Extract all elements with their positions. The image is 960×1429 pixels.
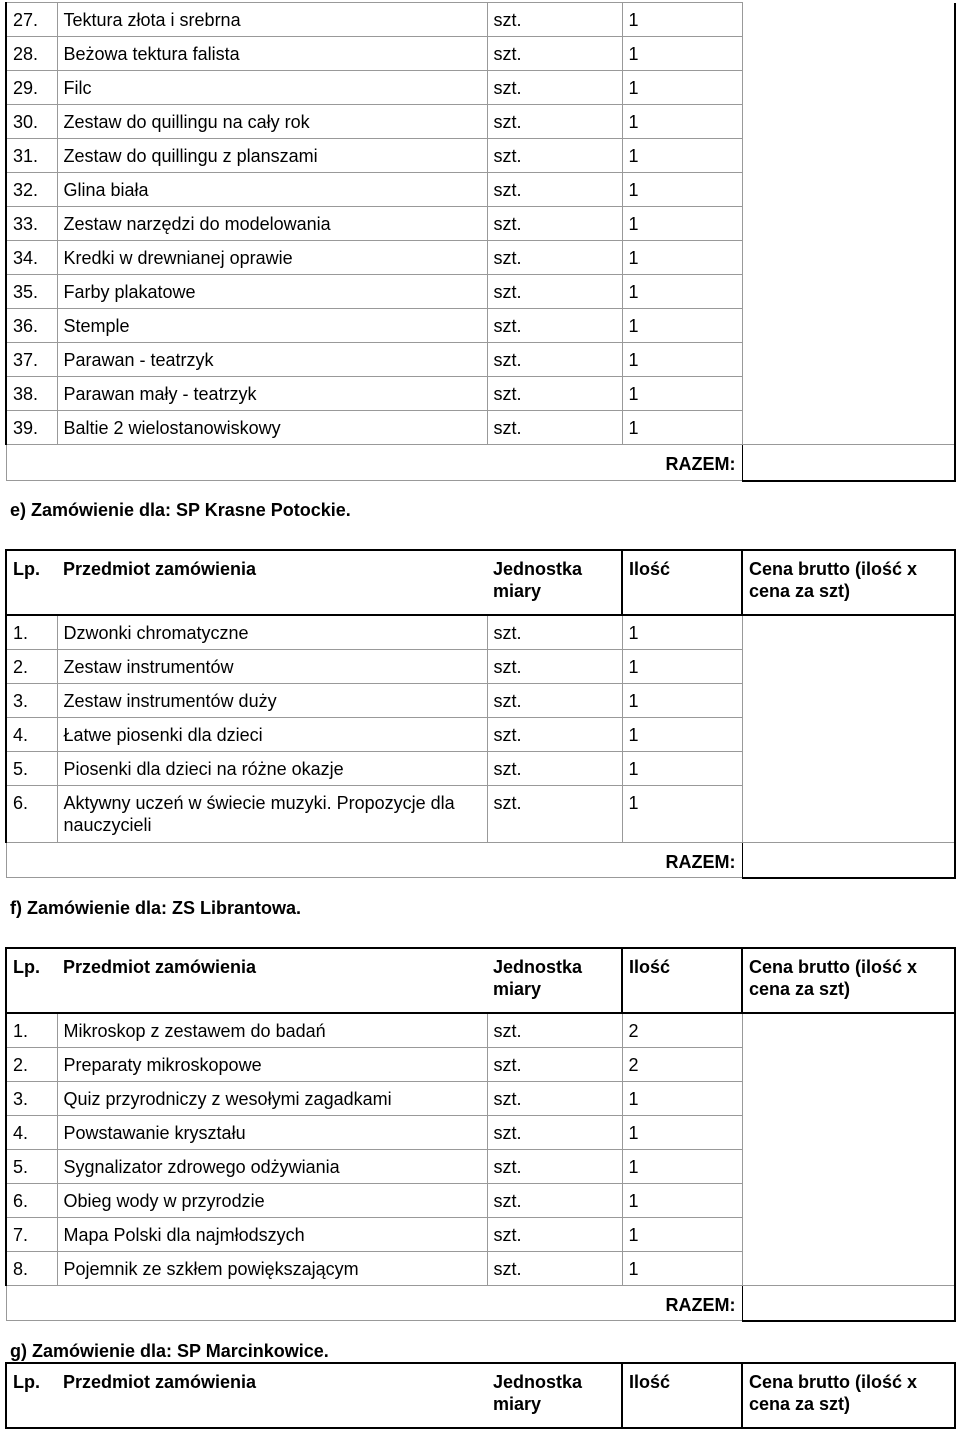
row-price [742, 786, 955, 843]
row-price [742, 615, 955, 650]
table-row [6, 309, 955, 343]
row-unit: szt. [487, 684, 622, 718]
table-header-row [6, 1363, 955, 1428]
table-row [6, 1082, 955, 1116]
table-row [6, 377, 955, 411]
row-lp: 1. [6, 1013, 57, 1048]
row-price [742, 1116, 955, 1150]
header-lp: Lp. [6, 1363, 57, 1428]
order-table-f [5, 947, 956, 1322]
table-row [6, 37, 955, 71]
row-item: Dzwonki chromatyczne [57, 615, 487, 650]
row-unit: szt. [487, 650, 622, 684]
section-title-e: e) Zamówienie dla: SP Krasne Potockie. [10, 500, 351, 520]
row-lp: 38. [6, 377, 57, 411]
row-qty: 1 [622, 752, 742, 786]
row-lp: 5. [6, 752, 57, 786]
table-row [6, 786, 955, 843]
row-qty: 1 [622, 1218, 742, 1252]
row-qty: 2 [622, 1013, 742, 1048]
row-item: Preparaty mikroskopowe [57, 1048, 487, 1082]
row-lp: 35. [6, 275, 57, 309]
row-item: Farby plakatowe [57, 275, 487, 309]
table-row [6, 1013, 955, 1048]
row-price [742, 650, 955, 684]
row-item: Filc [57, 71, 487, 105]
row-price [742, 241, 955, 275]
row-lp: 3. [6, 1082, 57, 1116]
order-table-e [5, 549, 956, 879]
row-price [742, 1184, 955, 1218]
row-price [742, 1252, 955, 1286]
row-unit: szt. [487, 1116, 622, 1150]
table-row [6, 411, 955, 445]
header-price: Cena brutto (ilość x cena za szt) [742, 550, 955, 615]
header-lp: Lp. [6, 948, 57, 1013]
row-qty: 1 [622, 343, 742, 377]
total-value [742, 1286, 955, 1321]
header-item: Przedmiot zamówienia [57, 948, 487, 1013]
section-title-f: f) Zamówienie dla: ZS Librantowa. [10, 898, 302, 918]
row-price [742, 411, 955, 445]
row-qty: 1 [622, 207, 742, 241]
row-price [742, 684, 955, 718]
row-item: Beżowa tektura falista [57, 37, 487, 71]
total-label: RAZEM: [6, 445, 742, 481]
total-row [6, 445, 955, 481]
row-lp: 2. [6, 1048, 57, 1082]
row-qty: 1 [622, 71, 742, 105]
row-unit: szt. [487, 377, 622, 411]
row-qty: 1 [622, 105, 742, 139]
row-qty: 1 [622, 1252, 742, 1286]
row-price [742, 275, 955, 309]
header-lp: Lp. [6, 550, 57, 615]
total-value [742, 445, 955, 481]
table-row [6, 752, 955, 786]
row-lp: 28. [6, 37, 57, 71]
row-unit: szt. [487, 241, 622, 275]
table-row [6, 615, 955, 650]
order-table-g [5, 1362, 956, 1429]
table-row [6, 275, 955, 309]
header-qty: Ilość [622, 948, 742, 1013]
row-unit: szt. [487, 309, 622, 343]
row-item: Łatwe piosenki dla dzieci [57, 718, 487, 752]
row-lp: 29. [6, 71, 57, 105]
row-item: Powstawanie kryształu [57, 1116, 487, 1150]
row-price [742, 3, 955, 37]
row-lp: 8. [6, 1252, 57, 1286]
row-price [742, 139, 955, 173]
row-item: Zestaw do quillingu na cały rok [57, 105, 487, 139]
row-unit: szt. [487, 1082, 622, 1116]
row-unit: szt. [487, 411, 622, 445]
header-item: Przedmiot zamówienia [57, 1363, 487, 1428]
row-lp: 37. [6, 343, 57, 377]
row-item: Kredki w drewnianej oprawie [57, 241, 487, 275]
table-row [6, 173, 955, 207]
row-lp: 39. [6, 411, 57, 445]
row-price [742, 1013, 955, 1048]
row-qty: 2 [622, 1048, 742, 1082]
order-table-d [5, 2, 956, 482]
row-item: Piosenki dla dzieci na różne okazje [57, 752, 487, 786]
total-row [6, 843, 955, 878]
row-price [742, 105, 955, 139]
row-price [742, 37, 955, 71]
table-row [6, 650, 955, 684]
header-qty: Ilość [622, 550, 742, 615]
row-qty: 1 [622, 718, 742, 752]
row-unit: szt. [487, 1013, 622, 1048]
row-qty: 1 [622, 3, 742, 37]
row-item: Zestaw do quillingu z planszami [57, 139, 487, 173]
table-row [6, 718, 955, 752]
row-lp: 27. [6, 3, 57, 37]
row-qty: 1 [622, 139, 742, 173]
table-row [6, 1252, 955, 1286]
row-price [742, 173, 955, 207]
row-qty: 1 [622, 1184, 742, 1218]
row-qty: 1 [622, 411, 742, 445]
row-unit: szt. [487, 71, 622, 105]
header-price: Cena brutto (ilość x cena za szt) [742, 1363, 955, 1428]
row-unit: szt. [487, 105, 622, 139]
row-item: Mikroskop z zestawem do badań [57, 1013, 487, 1048]
header-unit: Jednostka miary [487, 948, 622, 1013]
row-qty: 1 [622, 650, 742, 684]
row-price [742, 1150, 955, 1184]
row-item: Glina biała [57, 173, 487, 207]
row-lp: 1. [6, 615, 57, 650]
row-lp: 32. [6, 173, 57, 207]
row-item: Zestaw instrumentów [57, 650, 487, 684]
row-lp: 6. [6, 786, 57, 843]
row-item: Zestaw instrumentów duży [57, 684, 487, 718]
row-qty: 1 [622, 1082, 742, 1116]
row-lp: 2. [6, 650, 57, 684]
row-price [742, 343, 955, 377]
row-unit: szt. [487, 718, 622, 752]
table-row [6, 1116, 955, 1150]
row-item: Obieg wody w przyrodzie [57, 1184, 487, 1218]
row-price [742, 207, 955, 241]
row-unit: szt. [487, 173, 622, 207]
row-unit: szt. [487, 1218, 622, 1252]
row-item: Tektura złota i srebrna [57, 3, 487, 37]
row-unit: szt. [487, 343, 622, 377]
row-item: Quiz przyrodniczy z wesołymi zagadkami [57, 1082, 487, 1116]
row-qty: 1 [622, 241, 742, 275]
row-lp: 4. [6, 718, 57, 752]
row-unit: szt. [487, 615, 622, 650]
row-price [742, 752, 955, 786]
row-unit: szt. [487, 139, 622, 173]
total-value [742, 843, 955, 878]
table-header-row [6, 550, 955, 615]
table-row [6, 1184, 955, 1218]
row-unit: szt. [487, 37, 622, 71]
table-row [6, 139, 955, 173]
row-lp: 31. [6, 139, 57, 173]
header-unit: Jednostka miary [487, 550, 622, 615]
row-unit: szt. [487, 786, 622, 843]
row-unit: szt. [487, 1184, 622, 1218]
row-item: Parawan - teatrzyk [57, 343, 487, 377]
header-qty: Ilość [622, 1363, 742, 1428]
row-item: Sygnalizator zdrowego odżywiania [57, 1150, 487, 1184]
total-label: RAZEM: [6, 843, 742, 878]
table-row [6, 71, 955, 105]
section-title-g: g) Zamówienie dla: SP Marcinkowice. [10, 1341, 329, 1361]
table-row [6, 1048, 955, 1082]
row-qty: 1 [622, 309, 742, 343]
table-header-row [6, 948, 955, 1013]
row-item: Zestaw narzędzi do modelowania [57, 207, 487, 241]
row-lp: 34. [6, 241, 57, 275]
table-row [6, 105, 955, 139]
row-price [742, 377, 955, 411]
row-unit: szt. [487, 275, 622, 309]
row-lp: 36. [6, 309, 57, 343]
row-qty: 1 [622, 786, 742, 843]
row-item: Stemple [57, 309, 487, 343]
row-price [742, 1218, 955, 1252]
row-lp: 33. [6, 207, 57, 241]
table-row [6, 343, 955, 377]
total-row [6, 1286, 955, 1321]
row-item: Aktywny uczeń w świecie muzyki. Propozycje dla nauczycieli [57, 786, 487, 843]
row-price [742, 1082, 955, 1116]
table-row [6, 241, 955, 275]
row-price [742, 309, 955, 343]
header-unit: Jednostka miary [487, 1363, 622, 1428]
row-unit: szt. [487, 1048, 622, 1082]
row-item: Baltie 2 wielostanowiskowy [57, 411, 487, 445]
row-qty: 1 [622, 615, 742, 650]
row-lp: 4. [6, 1116, 57, 1150]
row-qty: 1 [622, 377, 742, 411]
row-item: Parawan mały - teatrzyk [57, 377, 487, 411]
row-lp: 3. [6, 684, 57, 718]
row-price [742, 71, 955, 105]
row-qty: 1 [622, 1116, 742, 1150]
row-lp: 5. [6, 1150, 57, 1184]
row-unit: szt. [487, 1252, 622, 1286]
row-lp: 30. [6, 105, 57, 139]
table-row [6, 1150, 955, 1184]
row-qty: 1 [622, 684, 742, 718]
table-row [6, 3, 955, 37]
row-price [742, 718, 955, 752]
table-row [6, 1218, 955, 1252]
row-qty: 1 [622, 37, 742, 71]
row-unit: szt. [487, 752, 622, 786]
row-lp: 6. [6, 1184, 57, 1218]
total-label: RAZEM: [6, 1286, 742, 1321]
header-item: Przedmiot zamówienia [57, 550, 487, 615]
table-row [6, 684, 955, 718]
row-qty: 1 [622, 1150, 742, 1184]
row-qty: 1 [622, 275, 742, 309]
row-unit: szt. [487, 207, 622, 241]
row-item: Mapa Polski dla najmłodszych [57, 1218, 487, 1252]
row-unit: szt. [487, 3, 622, 37]
row-unit: szt. [487, 1150, 622, 1184]
row-price [742, 1048, 955, 1082]
row-lp: 7. [6, 1218, 57, 1252]
header-price: Cena brutto (ilość x cena za szt) [742, 948, 955, 1013]
row-qty: 1 [622, 173, 742, 207]
row-item: Pojemnik ze szkłem powiększającym [57, 1252, 487, 1286]
table-row [6, 207, 955, 241]
